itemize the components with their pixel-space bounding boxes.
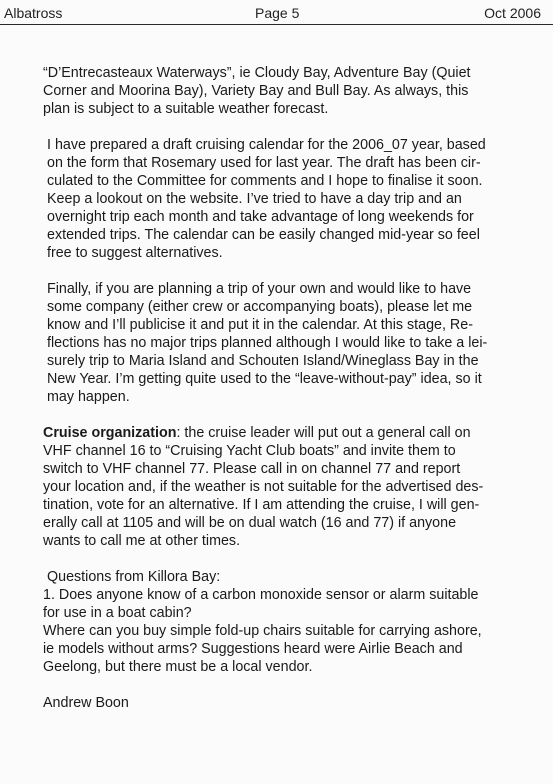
- text-line: I have prepared a draft cruising calendar for the 2006_07 year, based: [47, 137, 486, 153]
- newsletter-name: Albatross: [4, 5, 63, 21]
- text-line: VHF channel 16 to “Cruising Yacht Club boats” and invite them to: [43, 443, 456, 459]
- text-fragment: : the cruise leader will put out a general call on: [176, 425, 471, 441]
- text-line: overnight trip each month and take advantage of long weekends for: [47, 209, 474, 225]
- text-line: your location and, if the weather is not suitable for the advertised des-: [43, 479, 484, 495]
- text-line: surely trip to Maria Island and Schouten Island/Wineglass Bay in the: [47, 353, 479, 369]
- article-body: [43, 64, 513, 730]
- issue-date: Oct 2006: [484, 5, 541, 21]
- paragraph-calendar: [43, 136, 513, 262]
- text-line: 1. Does anyone know of a carbon monoxide sensor or alarm suitable: [43, 587, 479, 603]
- page-number: Page 5: [255, 5, 300, 21]
- text-line: wants to call me at other times.: [43, 533, 241, 549]
- paragraph-questions: [43, 568, 513, 676]
- text-line: for use in a boat cabin?: [43, 605, 192, 621]
- text-line: erally call at 1105 and will be on dual watch (16 and 77) if anyone: [43, 515, 457, 531]
- text-line: Geelong, but there must be a local vendor.: [43, 659, 313, 675]
- text-line: on the form that Rosemary used for last year. The draft has been cir-: [47, 155, 481, 171]
- text-line: Finally, if you are planning a trip of your own and would like to have: [47, 281, 472, 297]
- text-line: New Year. I’m getting quite used to the “leave-without-pay” idea, so it: [47, 371, 482, 387]
- text-line: Corner and Moorina Bay), Variety Bay and Bull Bay. As always, this: [43, 83, 469, 99]
- paragraph-own-trips: [43, 280, 513, 406]
- page-header: [0, 0, 553, 25]
- text-line: Where can you buy simple fold-up chairs suitable for carrying ashore,: [43, 623, 482, 639]
- text-line: extended trips. The calendar can be easily changed mid-year so feel: [47, 227, 480, 243]
- text-line: switch to VHF channel 77. Please call in on channel 77 and report: [43, 461, 461, 477]
- text-line: [43, 424, 513, 442]
- text-line: flections has no major trips planned although I would like to take a lei-: [47, 335, 488, 351]
- section-heading: Cruise organization: [43, 425, 177, 441]
- text-line: “D’Entrecasteaux Waterways”, ie Cloudy Bay, Adventure Bay (Quiet: [43, 65, 471, 81]
- text-line: may happen.: [47, 389, 130, 405]
- paragraph-destinations: [43, 64, 513, 118]
- text-line: know and I’ll publicise it and put it in the calendar. At this stage, Re-: [47, 317, 473, 333]
- paragraph-cruise-organization: [43, 424, 513, 550]
- text-line: Keep a lookout on the website. I’ve tried to have a day trip and an: [47, 191, 462, 207]
- text-line: plan is subject to a suitable weather forecast.: [43, 101, 329, 117]
- text-line: Questions from Killora Bay:: [47, 569, 221, 585]
- text-line: some company (either crew or accompanying boats), please let me: [47, 299, 473, 315]
- author-name: Andrew Boon: [43, 695, 129, 711]
- text-line: tination, vote for an alternative. If I am attending the cruise, I will gen-: [43, 497, 480, 513]
- author-signoff: [43, 694, 513, 712]
- text-line: ie models without arms? Suggestions heard were Airlie Beach and: [43, 641, 463, 657]
- text-line: free to suggest alternatives.: [47, 245, 223, 261]
- text-line: culated to the Committee for comments and I hope to finalise it soon.: [47, 173, 483, 189]
